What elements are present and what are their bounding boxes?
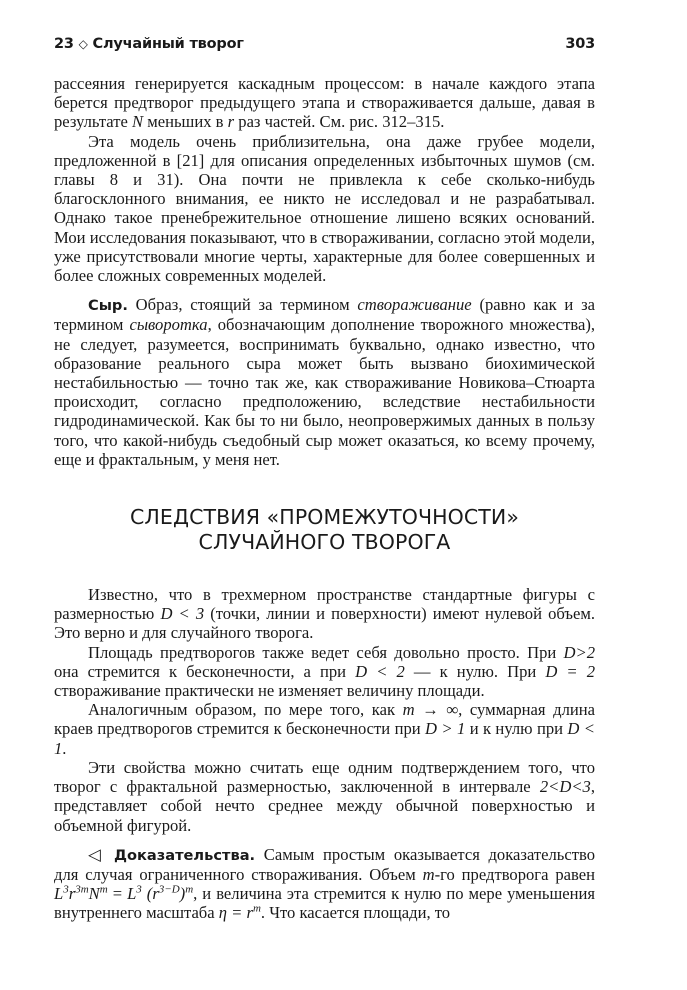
proof-label: Доказательства. xyxy=(113,846,256,864)
paragraph-volume: Известно, что в трехмерном пространстве стандартные фигуры с размерностью D < 3 (точки, линии и поверхности) имеют нулевой объем. Это верно и для случайного творога. xyxy=(54,585,596,643)
diamond-icon: ◇ xyxy=(78,37,88,51)
running-header xyxy=(54,36,595,52)
paragraph-intermediacy: Эти свойства можно считать еще одним подтверждением того, что творог с фрактальной размерностью, заключенной в интервале 2<D<3, представляет собой нечто среднее между обычной поверхностью и объемной фигурой. xyxy=(54,757,595,835)
volume-formula: $L^3r^{3m}N^m = L^3$ $(r^{3-D})^m$ xyxy=(54,883,194,904)
chapter-number: 23 xyxy=(54,36,74,52)
paragraph-continuation: рассеяния генерируется каскадным процессом: в начале каждого этапа берется предтворог предыдущего этапа и створаживается дальше, давая в результате N меньших в r раз частей. См. рис. 312–315. xyxy=(54,74,595,132)
chapter-heading xyxy=(54,36,244,52)
paragraph-area: Площадь предтворогов также ведет себя довольно просто. При D>2 она стремится к бесконечности, а при D < 2 — к нулю. При D = 2 створаживание практически не изменяет величину площади. xyxy=(54,642,595,701)
triangle-left-icon: ◁ xyxy=(88,844,106,864)
paragraph-model-assessment: Эта модель очень приблизительна, она даже грубее модели, предложенной в [21] для описания определенных избыточных шумов (см. главы 8 и 31). Она почти не привлекла к себе сколько-нибудь благосклонного внимания, ее никто не исследовал и не разрабатывал. Однако такое пренебрежительное отношение лишено всяких оснований. Мои исследования показывают, что в створаживании, согласно этой модели, уже присутствовали многие черты, характерные для более совершенных и более сложных современных моделей. xyxy=(54,131,595,286)
section-heading: СЛЕДСТВИЯ «ПРОМЕЖУТОЧНОСТИ» СЛУЧАЙНОГО ТВОРОГА xyxy=(129,505,520,555)
page-number: 303 xyxy=(565,36,595,52)
chapter-title: Случайный творог xyxy=(92,36,244,52)
page-body xyxy=(54,74,595,923)
cheese-label: Сыр. xyxy=(88,297,128,315)
scale-formula: $\eta = r^m$ xyxy=(218,902,261,923)
paragraph-proofs: ◁ Доказательства. Самым простым оказывается доказательство для случая ограниченного створаживания. Объем m-го предтворога равен $L^3r^{3m}N^m = L^3$ $(r^{3-D})^m$, и величина эта стремится к нулю по мере уменьшения внутреннего масштаба $\eta = r^m$. Что касается площади, то xyxy=(54,844,596,923)
paragraph-cheese-remark: Сыр. Образ, стоящий за термином створаживание (равно как и за термином сыворотка, обозначающим дополнение творожного множества), не следует, разумеется, воспринимать буквально, однако известно, что образование реального сыра может быть вызвано биохимической нестабильностью — точно так же, как створаживание Новикова–Стюарта происходит, согласно предположению, вследствие нестабильности гидродинамической. Как бы то ни было, неопровержимых данных в пользу того, что какой-нибудь съедобный сыр может оказаться, ко всему прочему, еще и фрактальным, у меня нет. xyxy=(54,295,595,469)
paragraph-edge-length: Аналогичным образом, по мере того, как m → ∞, суммарная длина краев предтворогов стремится к бесконечности при D > 1 и к нулю при D < 1. xyxy=(54,700,595,758)
